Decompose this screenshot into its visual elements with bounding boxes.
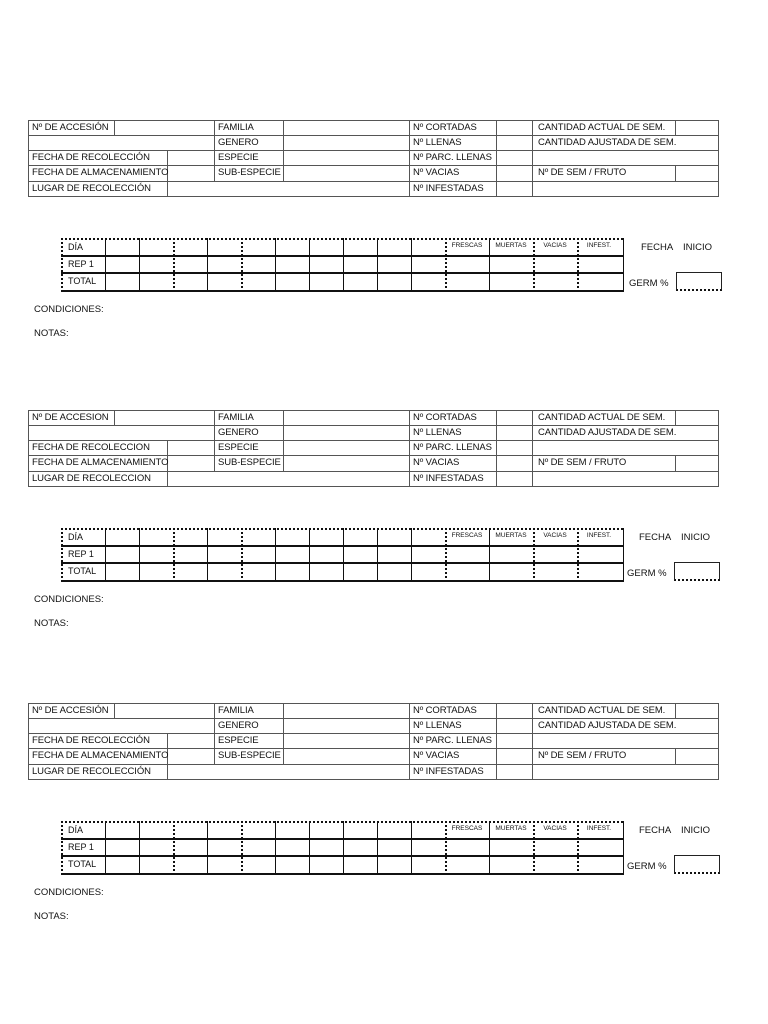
accession-info-table [28,410,719,487]
germination-cell[interactable] [209,823,240,837]
germination-cell[interactable] [243,564,274,579]
germination-cell[interactable] [243,240,274,254]
germination-cell[interactable] [141,530,172,544]
label-dia: DÍA [68,532,84,542]
germination-cell[interactable] [107,547,138,561]
germination-cell[interactable] [107,823,138,837]
germination-cell[interactable] [413,547,444,561]
germination-cell[interactable] [311,823,342,837]
label-lugar-recoleccion: LUGAR DE RECOLECCIÓN [32,766,151,777]
germination-cell[interactable] [413,530,444,544]
germination-cell[interactable] [243,840,274,854]
label-fecha: FECHA [639,825,672,836]
grid-vline [275,821,276,875]
label-sub-especie: SUB-ESPECIE [218,750,281,761]
germination-cell[interactable] [579,257,622,271]
label-vacias: Nº VACIAS [413,167,460,178]
germination-cell[interactable] [141,823,172,837]
label-fecha-almacenamiento: FECHA DE ALMACENAMIENTO [32,457,169,468]
label-muertas: MUERTAS [495,825,527,832]
germination-cell[interactable] [345,840,376,854]
germination-cell[interactable] [579,840,622,854]
label-vacias: Nº VACIAS [413,750,460,761]
label-cantidad-actual: CANTIDAD ACTUAL DE SEM. [538,122,666,133]
grid-vline [377,821,378,875]
germination-cell[interactable] [447,823,488,837]
label-lugar-recoleccion: LUGAR DE RECOLECCIÓN [32,183,151,194]
germination-cell[interactable] [345,547,376,561]
germination-cell[interactable] [107,564,138,579]
label-fecha-almacenamiento: FECHA DE ALMACENAMIENTO [32,750,169,761]
germination-cell[interactable] [379,547,410,561]
germination-cell[interactable] [141,257,172,271]
germination-cell[interactable] [311,240,342,254]
label-sem-fruto: Nº DE SEM / FRUTO [538,750,627,761]
label-cortadas: Nº CORTADAS [413,122,477,133]
grid-vline [377,528,378,582]
label-cortadas: Nº CORTADAS [413,705,477,716]
germination-cell[interactable] [107,240,138,254]
label-fecha: FECHA [641,242,674,253]
germination-cell[interactable] [209,530,240,544]
label-frescas: FRESCAS [451,825,483,832]
germination-cell[interactable] [413,840,444,854]
grid-vline [411,821,412,875]
germination-cell[interactable] [535,823,576,837]
germination-cell[interactable] [345,564,376,579]
grid-vline [411,528,412,582]
germination-cell[interactable] [277,840,308,854]
grid-vline [61,238,63,292]
label-especie: ESPECIE [218,735,259,746]
grid-vline [61,821,63,875]
germination-cell[interactable] [141,857,172,872]
germination-cell[interactable] [277,530,308,544]
germination-form [0,410,768,640]
germination-cell[interactable] [243,274,274,289]
label-total: TOTAL [68,276,97,286]
germination-cell[interactable] [579,564,622,579]
label-accesion: Nº DE ACCESIÓN [32,122,109,133]
label-fecha-recoleccion: FECHA DE RECOLECCIÓN [32,152,150,163]
germination-cell[interactable] [175,823,206,837]
germination-cell[interactable] [345,240,376,254]
germination-cell[interactable] [277,274,308,289]
germination-cell[interactable] [277,547,308,561]
label-parc-llenas: Nº PARC. LLENAS [413,735,492,746]
label-vacias-col: VACIAS [543,825,567,832]
germination-cell[interactable] [535,257,576,271]
label-notas: NOTAS: [34,618,69,629]
germination-cell[interactable] [535,857,576,872]
grid-vline [105,821,106,875]
germination-cell[interactable] [535,274,576,289]
germination-form [0,120,768,350]
germination-cell[interactable] [175,564,206,579]
germination-cell[interactable] [141,840,172,854]
label-dia: DÍA [68,825,84,835]
germination-cell[interactable] [209,857,240,872]
label-cantidad-ajustada: CANTIDAD AJUSTADA DE SEM. [538,137,677,148]
label-cantidad-actual: CANTIDAD ACTUAL DE SEM. [538,412,666,423]
label-sub-especie: SUB-ESPECIE [218,457,281,468]
germination-cell[interactable] [379,257,410,271]
germination-cell[interactable] [175,240,206,254]
label-fecha-recoleccion: FECHA DE RECOLECCIÓN [32,735,150,746]
label-infestadas: Nº INFESTADAS [413,183,484,194]
germination-cell[interactable] [535,240,576,254]
germination-cell[interactable] [107,530,138,544]
grid-vline [489,528,490,582]
germination-cell[interactable] [491,857,532,872]
label-frescas: FRESCAS [451,532,483,539]
label-cantidad-ajustada: CANTIDAD AJUSTADA DE SEM. [538,720,677,731]
germination-cell[interactable] [311,857,342,872]
germination-cell[interactable] [107,840,138,854]
label-notas: NOTAS: [34,911,69,922]
germination-cell[interactable] [447,257,488,271]
germination-cell[interactable] [277,240,308,254]
germination-cell[interactable] [345,530,376,544]
label-vacias-col: VACIAS [543,242,567,249]
germination-cell[interactable] [379,274,410,289]
label-cantidad-ajustada: CANTIDAD AJUSTADA DE SEM. [538,427,677,438]
label-sem-fruto: Nº DE SEM / FRUTO [538,167,627,178]
germination-cell[interactable] [379,857,410,872]
germination-count-table [61,821,623,874]
germination-cell[interactable] [491,530,532,544]
grid-vline [139,238,140,292]
germination-cell[interactable] [579,823,622,837]
grid-vline [275,528,276,582]
germination-cell[interactable] [141,564,172,579]
germination-cell[interactable] [379,823,410,837]
germination-cell[interactable] [175,840,206,854]
grid-vline [61,528,63,582]
label-genero: GENERO [218,427,259,438]
grid-vline [623,821,624,875]
label-llenas: Nº LLENAS [413,137,462,148]
germination-cell[interactable] [447,840,488,854]
label-germ-pct: GERM % [627,568,667,579]
germination-cell[interactable] [175,857,206,872]
label-sem-fruto: Nº DE SEM / FRUTO [538,457,627,468]
label-genero: GENERO [218,720,259,731]
grid-vline [105,528,106,582]
germination-cell[interactable] [491,257,532,271]
germination-cell[interactable] [141,240,172,254]
germination-cell[interactable] [209,840,240,854]
grid-vline [139,528,140,582]
germination-form [0,703,768,933]
germination-cell[interactable] [243,257,274,271]
label-llenas: Nº LLENAS [413,720,462,731]
germination-cell[interactable] [175,530,206,544]
grid-vline [489,238,490,292]
label-rep1: REP 1 [68,842,94,852]
label-cantidad-actual: CANTIDAD ACTUAL DE SEM. [538,705,666,716]
germination-cell[interactable] [413,823,444,837]
label-total: TOTAL [68,566,97,576]
grid-vline [275,238,276,292]
grid-vline [309,238,310,292]
germination-cell[interactable] [243,530,274,544]
germination-cell[interactable] [209,547,240,561]
germination-cell[interactable] [447,530,488,544]
label-rep1: REP 1 [68,259,94,269]
grid-vline [207,821,208,875]
label-germ-pct: GERM % [627,861,667,872]
label-fecha: FECHA [639,532,672,543]
label-sub-especie: SUB-ESPECIE [218,167,281,178]
label-inicio: INICIO [681,825,711,836]
grid-vline [623,238,624,292]
label-condiciones: CONDICIONES: [34,887,104,898]
germination-cell[interactable] [311,530,342,544]
germination-cell[interactable] [447,240,488,254]
germination-cell[interactable] [311,840,342,854]
germination-cell[interactable] [579,240,622,254]
label-genero: GENERO [218,137,259,148]
germination-cell[interactable] [579,530,622,544]
label-vacias-col: VACIAS [543,532,567,539]
grid-vline [105,238,106,292]
grid-vline [489,821,490,875]
label-infest: INFEST. [586,532,612,539]
label-vacias: Nº VACIAS [413,457,460,468]
germination-cell[interactable] [345,857,376,872]
germination-cell[interactable] [141,547,172,561]
germination-cell[interactable] [345,274,376,289]
germination-cell[interactable] [447,564,488,579]
grid-vline [343,821,344,875]
grid-vline [207,528,208,582]
germination-cell[interactable] [243,823,274,837]
grid-vline [343,238,344,292]
label-frescas: FRESCAS [451,242,483,249]
germination-cell[interactable] [491,840,532,854]
grid-vline [377,238,378,292]
germination-cell[interactable] [311,257,342,271]
label-condiciones: CONDICIONES: [34,304,104,315]
grid-hline [61,580,623,582]
germ-percent-box[interactable] [674,855,720,874]
germination-cell[interactable] [107,274,138,289]
label-total: TOTAL [68,859,97,869]
germination-cell[interactable] [413,240,444,254]
label-accesion: Nº DE ACCESIÓN [32,705,109,716]
germination-cell[interactable] [209,564,240,579]
label-muertas: MUERTAS [495,242,527,249]
germination-cell[interactable] [175,257,206,271]
grid-vline [309,821,310,875]
germination-cell[interactable] [277,823,308,837]
germ-percent-box[interactable] [674,562,720,581]
germination-cell[interactable] [491,547,532,561]
germination-cell[interactable] [175,274,206,289]
germination-cell[interactable] [311,564,342,579]
germination-cell[interactable] [107,857,138,872]
germination-cell[interactable] [447,547,488,561]
germination-cell[interactable] [447,274,488,289]
label-lugar-recoleccion: LUGAR DE RECOLECCION [32,473,151,484]
germination-cell[interactable] [491,240,532,254]
label-rep1: REP 1 [68,549,94,559]
germination-cell[interactable] [579,547,622,561]
label-parc-llenas: Nº PARC. LLENAS [413,152,492,163]
germination-cell[interactable] [209,240,240,254]
label-notas: NOTAS: [34,328,69,339]
germination-cell[interactable] [579,274,622,289]
grid-vline [343,528,344,582]
grid-hline [61,290,623,292]
label-inicio: INICIO [681,532,711,543]
germination-cell[interactable] [345,823,376,837]
germination-cell[interactable] [491,274,532,289]
label-parc-llenas: Nº PARC. LLENAS [413,442,492,453]
germination-cell[interactable] [209,274,240,289]
germination-cell[interactable] [379,240,410,254]
grid-vline [411,238,412,292]
germination-cell[interactable] [277,564,308,579]
label-infestadas: Nº INFESTADAS [413,473,484,484]
germination-cell[interactable] [175,547,206,561]
germination-cell[interactable] [535,564,576,579]
germination-cell[interactable] [379,530,410,544]
label-llenas: Nº LLENAS [413,427,462,438]
grid-vline [139,821,140,875]
grid-vline [309,528,310,582]
germination-cell[interactable] [141,274,172,289]
label-infest: INFEST. [586,242,612,249]
label-infestadas: Nº INFESTADAS [413,766,484,777]
germination-count-table [61,238,623,291]
label-familia: FAMILIA [218,412,254,423]
grid-hline [61,873,623,875]
germination-cell[interactable] [535,530,576,544]
label-especie: ESPECIE [218,442,259,453]
label-muertas: MUERTAS [495,532,527,539]
germination-cell[interactable] [413,257,444,271]
germination-cell[interactable] [379,840,410,854]
label-cortadas: Nº CORTADAS [413,412,477,423]
germination-cell[interactable] [491,564,532,579]
germination-cell[interactable] [243,857,274,872]
germination-cell[interactable] [535,840,576,854]
label-fecha-recoleccion: FECHA DE RECOLECCION [32,442,150,453]
label-inicio: INICIO [683,242,713,253]
accession-info-table [28,120,719,197]
germination-cell[interactable] [277,857,308,872]
label-especie: ESPECIE [218,152,259,163]
germination-cell[interactable] [311,547,342,561]
germination-cell[interactable] [345,257,376,271]
germination-cell[interactable] [311,274,342,289]
germination-cell[interactable] [447,857,488,872]
germination-cell[interactable] [413,274,444,289]
accession-info-table [28,703,719,780]
germination-cell[interactable] [579,857,622,872]
label-dia: DÍA [68,242,84,252]
germination-cell[interactable] [535,547,576,561]
germination-cell[interactable] [277,257,308,271]
germination-cell[interactable] [243,547,274,561]
grid-vline [207,238,208,292]
germ-percent-box[interactable] [676,272,722,291]
grid-vline [623,528,624,582]
germination-cell[interactable] [491,823,532,837]
germination-count-table [61,528,623,581]
germination-cell[interactable] [413,564,444,579]
germination-cell[interactable] [379,564,410,579]
label-infest: INFEST. [586,825,612,832]
label-familia: FAMILIA [218,705,254,716]
label-condiciones: CONDICIONES: [34,594,104,605]
label-fecha-almacenamiento: FECHA DE ALMACENAMIENTO [32,167,169,178]
label-germ-pct: GERM % [629,278,669,289]
germination-cell[interactable] [209,257,240,271]
germination-cell[interactable] [107,257,138,271]
label-familia: FAMILIA [218,122,254,133]
germination-cell[interactable] [413,857,444,872]
label-accesion: Nº DE ACCESION [32,412,109,423]
